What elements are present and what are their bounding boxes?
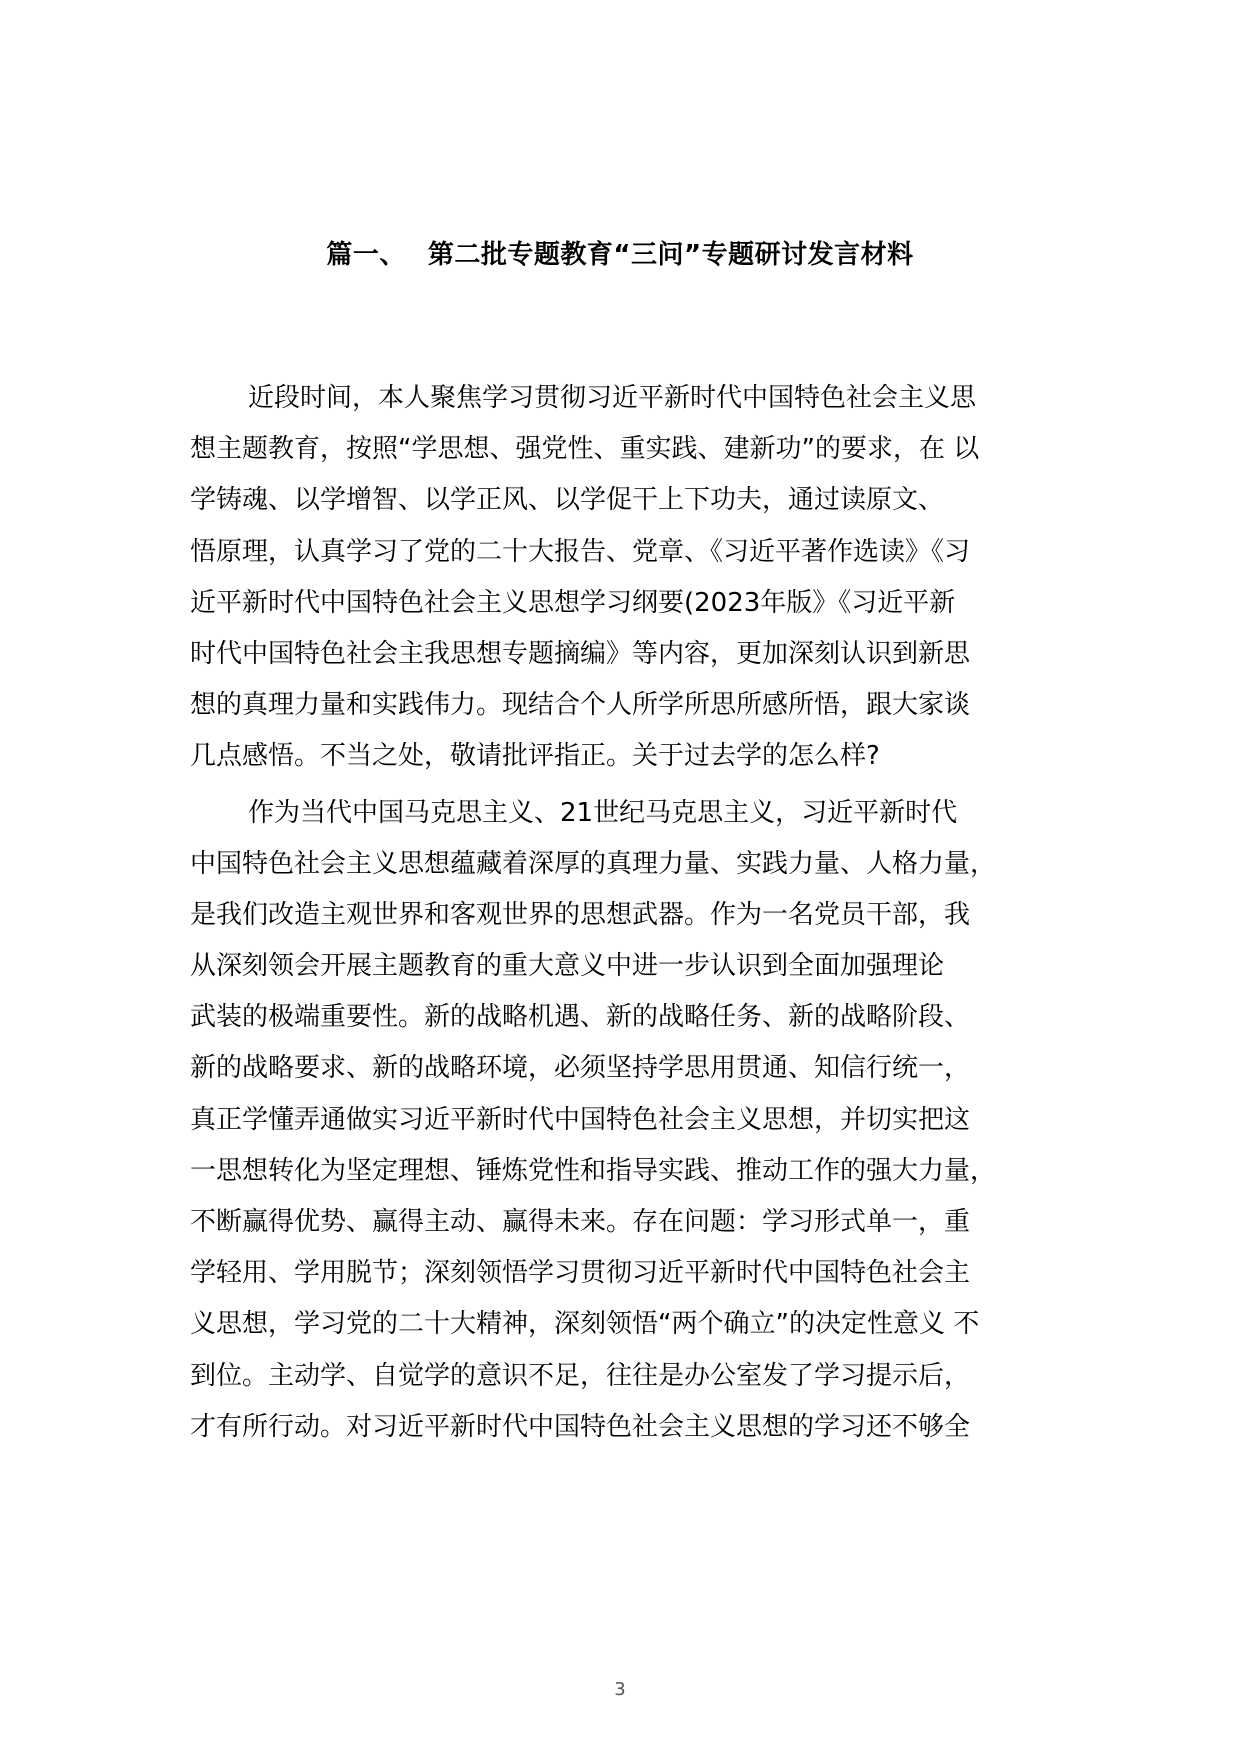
document-body — [190, 373, 1070, 1453]
paragraph-2-line: 一思想转化为坚定理想、锤炼党性和指导实践、推动工作的强大力量， — [190, 1155, 997, 1186]
paragraph-2-line: 才有所行动。对习近平新时代中国特色社会主义思想的学习还不够全 — [190, 1411, 971, 1442]
paragraph-1-line: 学铸魂、以学增智、以学正风、以学促干上下功夫，通过读原文、 — [190, 485, 945, 516]
paragraph-1-line: 悟原理，认真学习了党的二十大报告、党章、《习近平著作选读》《习 — [190, 536, 971, 567]
paragraph-2-line: 不断赢得优势、赢得主动、赢得未来。存在问题：学习形式单一，重 — [190, 1207, 971, 1237]
paragraph-2-line: 武装的极端重要性。新的战略机遇、新的战略任务、新的战略阶段、 — [190, 1002, 971, 1033]
paragraph-2-line: 到位。主动学、自觉学的意识不足，往往是办公室发了学习提示后， — [190, 1360, 971, 1391]
paragraph-1-line: 近段时间，本人聚焦学习贯彻习近平新时代中国特色社会主义思 — [248, 383, 977, 413]
paragraph-2-line: 中国特色社会主义思想蕴藏着深厚的真理力量、实践力量、人格力量， — [190, 848, 997, 879]
paragraph-1-line: 近平新时代中国特色社会主义思想学习纲要(2023年版》《习近平新 — [190, 587, 956, 618]
paragraph-2-line: 作为当代中国马克思主义、21世纪马克思主义，习近平新时代 — [248, 797, 958, 828]
title-text: 第二批专题教育“三问”专题研讨发言材料 — [427, 240, 914, 270]
paragraph-2-line: 义思想，学习党的二十大精神，深刻领悟“两个确立”的决定性意义 不 — [190, 1309, 980, 1340]
page-number: 3 — [614, 1679, 626, 1700]
paragraph-1-line: 想主题教育，按照“学思想、强党性、重实践、建新功”的要求，在 以 — [190, 434, 980, 465]
paragraph-1-line: 时代中国特色社会主我思想专题摘编》等内容，更加深刻认识到新思 — [190, 638, 971, 669]
paragraph-1-line: 想的真理力量和实践伟力。现结合个人所学所思所感所悟，跟大家谈 — [190, 690, 971, 721]
paragraph-2-line: 学轻用、学用脱节；深刻领悟学习贯彻习近平新时代中国特色社会主 — [190, 1258, 971, 1289]
paragraph-2-line: 从深刻领会开展主题教育的重大意义中进一步认识到全面加强理论 — [190, 951, 945, 982]
paragraph-2-line: 是我们改造主观世界和客观世界的思想武器。作为一名党员干部，我 — [190, 899, 971, 930]
document-title — [0, 235, 1240, 275]
title-prefix: 篇一、 — [326, 240, 406, 270]
paragraph-2-line: 新的战略要求、新的战略环境，必须坚持学思用贯通、知信行统一， — [190, 1053, 971, 1084]
paragraph-1-line: 几点感悟。不当之处，敬请批评指正。关于过去学的怎么样? — [190, 741, 880, 772]
paragraph-2-line: 真正学懂弄通做实习近平新时代中国特色社会主义思想，并切实把这 — [190, 1104, 971, 1135]
